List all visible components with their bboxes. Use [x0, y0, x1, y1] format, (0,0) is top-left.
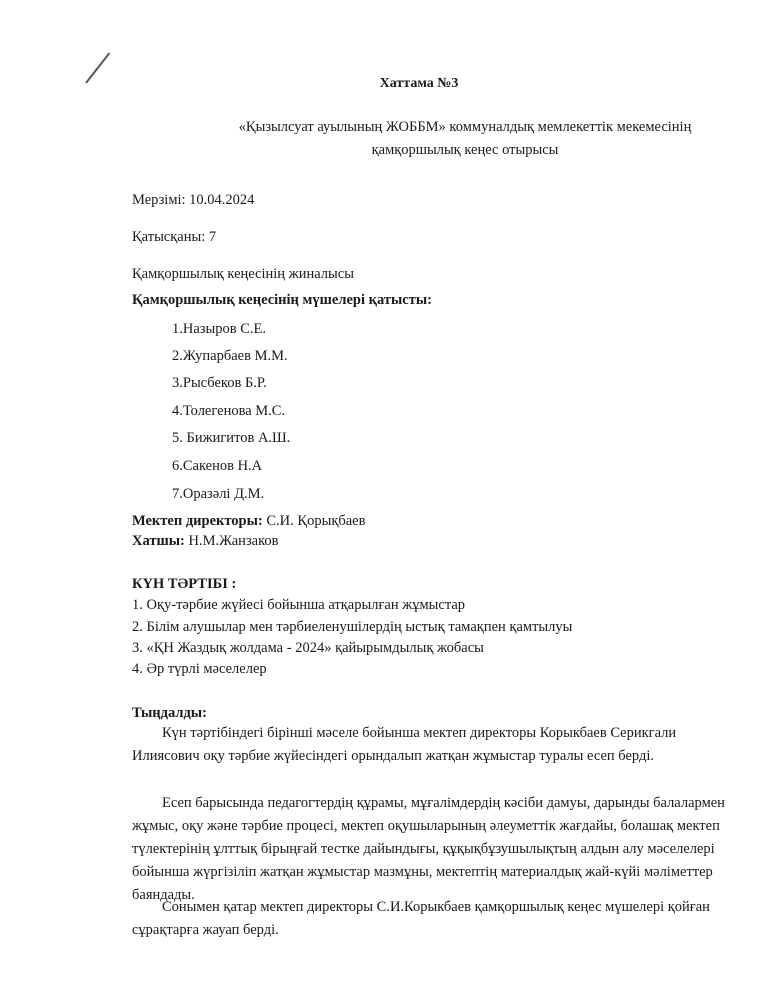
member-item: 1.Назыров С.Е.: [172, 321, 267, 337]
paragraph: Сонымен қатар мектеп директоры С.И.Корыкбаев қамқоршылық кеңес мүшелері қойған сұрақтарға жауап берді.: [132, 899, 710, 938]
paragraph: Күн тәртібіндегі бірінші мәселе бойынша мектеп директоры Корыкбаев Серикгали Илиясович оқу тәрбие жүйесіндегі орындалып жатқан жұмыстар туралы есеп берді.: [132, 725, 677, 764]
heard-heading: Тыңдалды:: [132, 705, 207, 721]
paragraph: Есеп барысында педагогтердің құрамы, мұғалімдердің кәсіби дамуы, дарынды балалармен жұмыс, оқу және тәрбие процесі, мектеп оқушыларының әлеуметтік жағдайы, болашақ мектеп түлектерінің ұлттық бірыңғай тестке дайындығы, құқықбұзушылықтың алдын алу мәселелері бойынша жүргізіліп жатқан жұмыстар мазмұны, мектептің материалдық жай-күйі мәліметтер баяндады.: [132, 795, 725, 903]
agenda-heading: КҮН ТӘРТІБІ :: [132, 576, 237, 592]
member-item: 7.Оразәлі Д.М.: [172, 486, 265, 502]
meeting-title: Қамқоршылық кеңесінің жиналысы: [132, 266, 354, 282]
meeting-date: Мерзімі: 10.04.2024: [132, 192, 255, 208]
director-line: [132, 513, 365, 530]
member-item: 6.Сакенов Н.А: [172, 458, 263, 474]
member-item: 4.Толегенова М.С.: [172, 403, 286, 419]
document-subtitle: «Қызылсуат ауылының ЖОББМ» коммуналдық мемлекеттік мекемесінің қамқоршылық кеңес отырысы: [238, 119, 692, 158]
agenda-item: 1. Оқу-тәрбие жүйесі бойынша атқарылған жұмыстар: [132, 597, 466, 613]
member-item: 3.Рысбеков Б.Р.: [172, 375, 267, 391]
document-title: Хаттама №3: [379, 76, 459, 91]
secretary-line: [132, 533, 279, 550]
agenda-item: 4. Әр түрлі мәселелер: [132, 661, 267, 677]
secretary-label: Хатшы:: [132, 533, 185, 549]
agenda-item: 2. Білім алушылар мен тәрбиеленушілердің ыстық тамақпен қамтылуы: [132, 619, 573, 635]
secretary-name: Н.М.Жанзаков: [188, 533, 279, 549]
director-label: Мектеп директоры:: [132, 513, 263, 529]
attendance-count: Қатысқаны: 7: [132, 229, 217, 245]
member-item: 2.Жупарбаев М.М.: [172, 348, 288, 364]
member-item: 5. Бижигитов А.Ш.: [172, 430, 291, 446]
members-heading: Қамқоршылық кеңесінің мүшелері қатысты:: [132, 292, 433, 308]
agenda-item: 3. «ҚН Жаздық жолдама - 2024» қайырымдылық жобасы: [132, 640, 484, 656]
director-name: С.И. Қорықбаев: [266, 513, 366, 529]
